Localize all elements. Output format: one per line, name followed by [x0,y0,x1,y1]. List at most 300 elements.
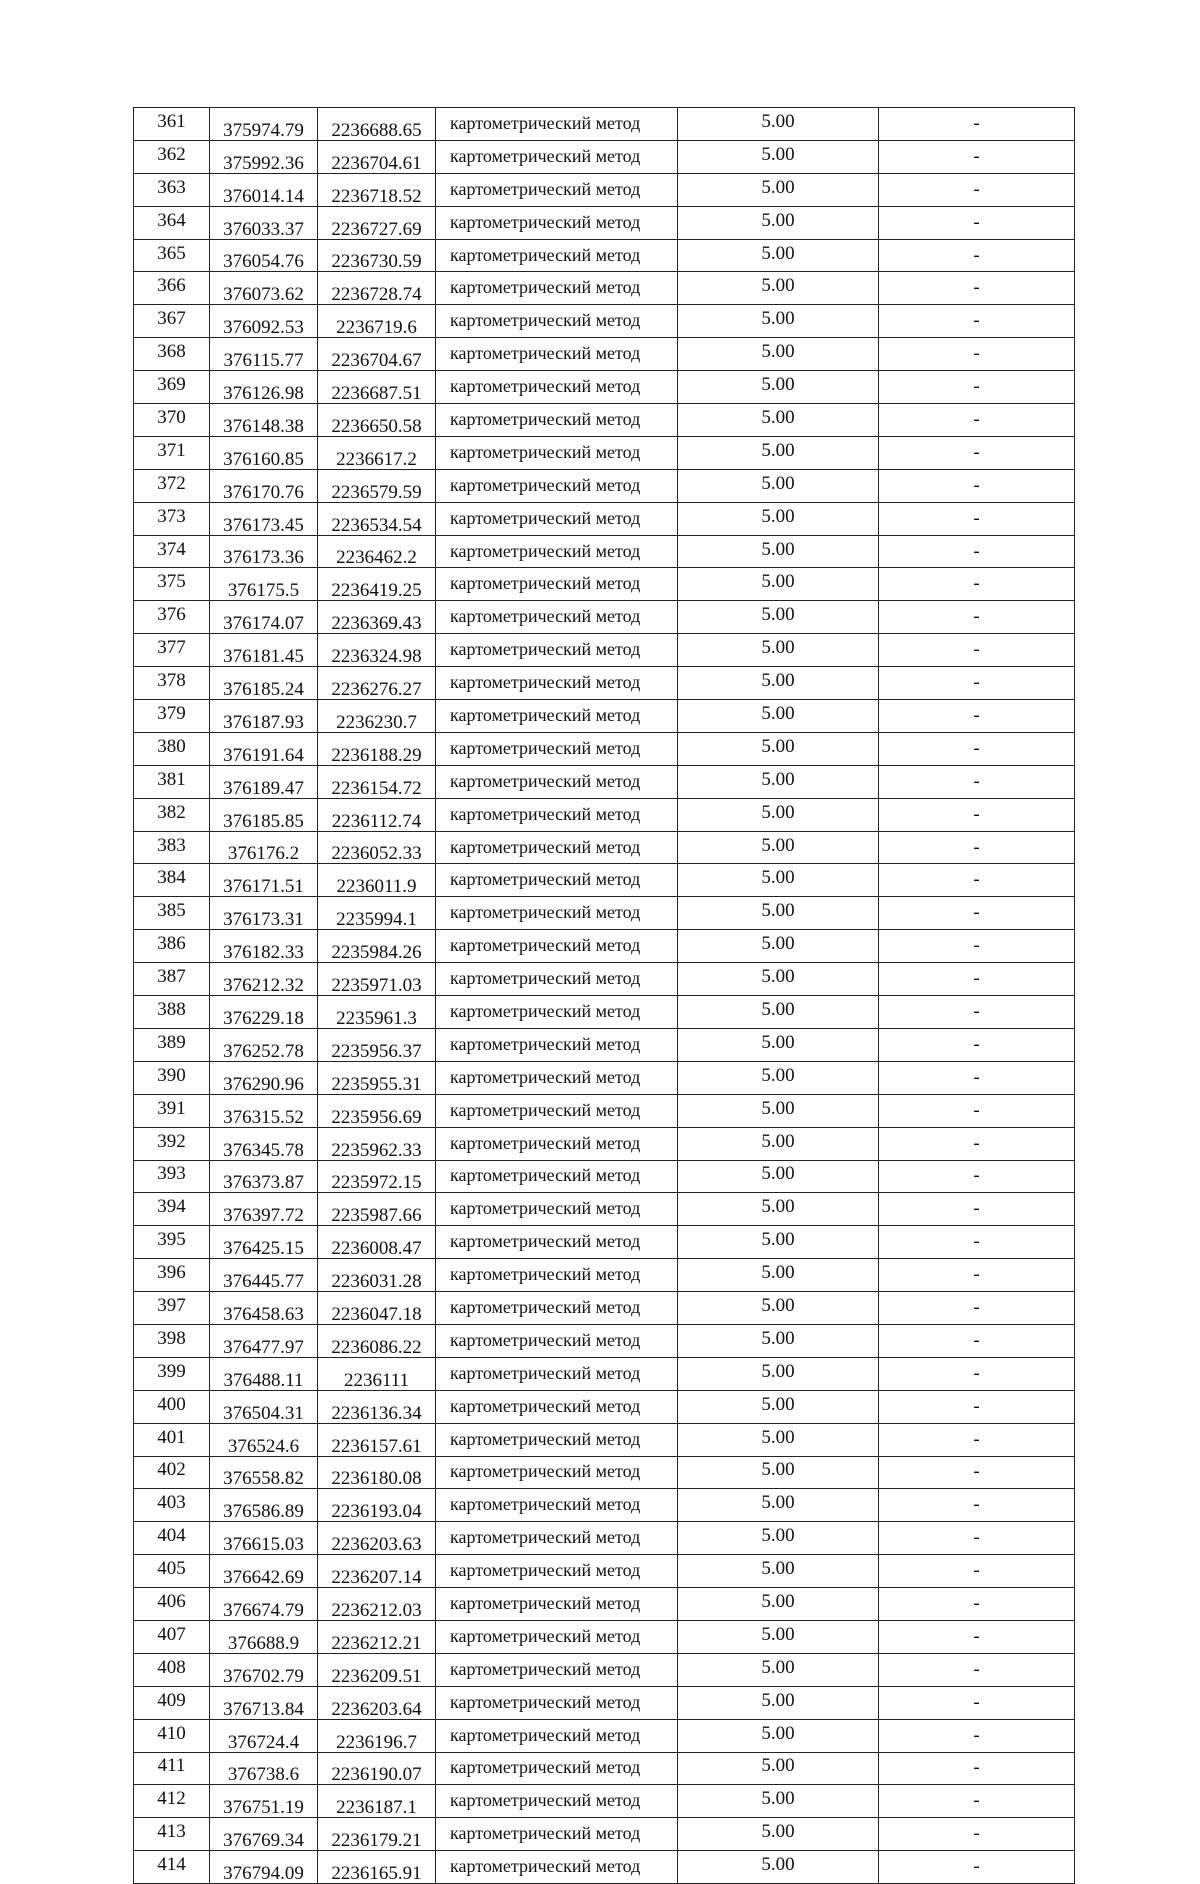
x-coordinate-cell: 376425.15 [210,1226,318,1259]
accuracy-cell: 5.00 [678,568,879,601]
table-row [134,568,1075,601]
description-cell: - [879,634,1075,667]
table-row [134,1423,1075,1456]
method-cell: картометрический метод [436,667,678,700]
accuracy-cell: 5.00 [678,667,879,700]
accuracy-cell: 5.00 [678,1094,879,1127]
accuracy-cell: 5.00 [678,1390,879,1423]
description-cell: - [879,732,1075,765]
point-number-cell: 399 [134,1357,210,1390]
table-row [134,1818,1075,1851]
description-cell: - [879,1094,1075,1127]
method-cell: картометрический метод [436,469,678,502]
point-number-cell: 375 [134,568,210,601]
method-cell: картометрический метод [436,1620,678,1653]
point-number-cell: 396 [134,1259,210,1292]
table-row [134,1259,1075,1292]
point-number-cell: 365 [134,239,210,272]
accuracy-cell: 5.00 [678,601,879,634]
x-coordinate-cell: 376345.78 [210,1127,318,1160]
accuracy-cell: 5.00 [678,436,879,469]
x-coordinate-cell: 376073.62 [210,272,318,305]
point-number-cell: 363 [134,173,210,206]
table-row [134,1719,1075,1752]
table-row [134,1094,1075,1127]
accuracy-cell: 5.00 [678,1028,879,1061]
accuracy-cell: 5.00 [678,371,879,404]
y-coordinate-cell: 2236209.51 [318,1653,436,1686]
y-coordinate-cell: 2236193.04 [318,1489,436,1522]
point-number-cell: 402 [134,1456,210,1489]
method-cell: картометрический метод [436,1094,678,1127]
point-number-cell: 413 [134,1818,210,1851]
description-cell: - [879,535,1075,568]
method-cell: картометрический метод [436,1357,678,1390]
x-coordinate-cell: 376185.85 [210,798,318,831]
method-cell: картометрический метод [436,1851,678,1884]
x-coordinate-cell: 376252.78 [210,1028,318,1061]
description-cell: - [879,338,1075,371]
y-coordinate-cell: 2236165.91 [318,1851,436,1884]
point-number-cell: 394 [134,1193,210,1226]
y-coordinate-cell: 2236086.22 [318,1324,436,1357]
y-coordinate-cell: 2236324.98 [318,634,436,667]
y-coordinate-cell: 2236011.9 [318,864,436,897]
table-row [134,502,1075,535]
y-coordinate-cell: 2236579.59 [318,469,436,502]
point-number-cell: 406 [134,1588,210,1621]
accuracy-cell: 5.00 [678,996,879,1029]
x-coordinate-cell: 376751.19 [210,1785,318,1818]
accuracy-cell: 5.00 [678,1292,879,1325]
point-number-cell: 376 [134,601,210,634]
method-cell: картометрический метод [436,1324,678,1357]
method-cell: картометрический метод [436,173,678,206]
point-number-cell: 411 [134,1752,210,1785]
point-number-cell: 370 [134,404,210,437]
x-coordinate-cell: 376212.32 [210,963,318,996]
method-cell: картометрический метод [436,1719,678,1752]
y-coordinate-cell: 2236112.74 [318,798,436,831]
table-row [134,1851,1075,1884]
table-row [134,1028,1075,1061]
table-row [134,798,1075,831]
method-cell: картометрический метод [436,1061,678,1094]
method-cell: картометрический метод [436,930,678,963]
y-coordinate-cell: 2236111 [318,1357,436,1390]
description-cell: - [879,864,1075,897]
description-cell: - [879,371,1075,404]
y-coordinate-cell: 2236031.28 [318,1259,436,1292]
description-cell: - [879,1653,1075,1686]
accuracy-cell: 5.00 [678,502,879,535]
method-cell: картометрический метод [436,568,678,601]
accuracy-cell: 5.00 [678,1785,879,1818]
description-cell: - [879,502,1075,535]
accuracy-cell: 5.00 [678,1423,879,1456]
accuracy-cell: 5.00 [678,305,879,338]
method-cell: картометрический метод [436,1423,678,1456]
description-cell: - [879,601,1075,634]
table-row [134,765,1075,798]
accuracy-cell: 5.00 [678,732,879,765]
accuracy-cell: 5.00 [678,1160,879,1193]
x-coordinate-cell: 376174.07 [210,601,318,634]
y-coordinate-cell: 2236047.18 [318,1292,436,1325]
point-number-cell: 381 [134,765,210,798]
x-coordinate-cell: 376126.98 [210,371,318,404]
x-coordinate-cell: 376170.76 [210,469,318,502]
x-coordinate-cell: 376189.47 [210,765,318,798]
table-row [134,601,1075,634]
y-coordinate-cell: 2236188.29 [318,732,436,765]
description-cell: - [879,1522,1075,1555]
method-cell: картометрический метод [436,1555,678,1588]
method-cell: картометрический метод [436,634,678,667]
table-row [134,1752,1075,1785]
method-cell: картометрический метод [436,305,678,338]
point-number-cell: 400 [134,1390,210,1423]
point-number-cell: 401 [134,1423,210,1456]
accuracy-cell: 5.00 [678,963,879,996]
y-coordinate-cell: 2236730.59 [318,239,436,272]
x-coordinate-cell: 376558.82 [210,1456,318,1489]
table-row [134,1061,1075,1094]
x-coordinate-cell: 376524.6 [210,1423,318,1456]
table-row [134,1193,1075,1226]
method-cell: картометрический метод [436,1818,678,1851]
accuracy-cell: 5.00 [678,930,879,963]
description-cell: - [879,963,1075,996]
point-number-cell: 374 [134,535,210,568]
x-coordinate-cell: 376315.52 [210,1094,318,1127]
description-cell: - [879,272,1075,305]
x-coordinate-cell: 376397.72 [210,1193,318,1226]
point-number-cell: 371 [134,436,210,469]
point-number-cell: 404 [134,1522,210,1555]
accuracy-cell: 5.00 [678,1357,879,1390]
table-row [134,1456,1075,1489]
description-cell: - [879,1324,1075,1357]
table-row [134,272,1075,305]
table-row [134,338,1075,371]
description-cell: - [879,1292,1075,1325]
method-cell: картометрический метод [436,1456,678,1489]
description-cell: - [879,1390,1075,1423]
method-cell: картометрический метод [436,1752,678,1785]
x-coordinate-cell: 376688.9 [210,1620,318,1653]
description-cell: - [879,404,1075,437]
y-coordinate-cell: 2236212.03 [318,1588,436,1621]
description-cell: - [879,1851,1075,1884]
description-cell: - [879,831,1075,864]
table-row [134,140,1075,173]
description-cell: - [879,667,1075,700]
method-cell: картометрический метод [436,371,678,404]
point-number-cell: 393 [134,1160,210,1193]
y-coordinate-cell: 2235987.66 [318,1193,436,1226]
x-coordinate-cell: 376187.93 [210,700,318,733]
x-coordinate-cell: 376176.2 [210,831,318,864]
description-cell: - [879,469,1075,502]
table-row [134,108,1075,141]
y-coordinate-cell: 2236728.74 [318,272,436,305]
table-row [134,667,1075,700]
table-row [134,1653,1075,1686]
y-coordinate-cell: 2235972.15 [318,1160,436,1193]
description-cell: - [879,930,1075,963]
description-cell: - [879,140,1075,173]
accuracy-cell: 5.00 [678,1522,879,1555]
accuracy-cell: 5.00 [678,1851,879,1884]
y-coordinate-cell: 2235994.1 [318,897,436,930]
x-coordinate-cell: 376229.18 [210,996,318,1029]
table-row [134,535,1075,568]
accuracy-cell: 5.00 [678,272,879,305]
accuracy-cell: 5.00 [678,1226,879,1259]
method-cell: картометрический метод [436,798,678,831]
x-coordinate-cell: 376445.77 [210,1259,318,1292]
point-number-cell: 385 [134,897,210,930]
y-coordinate-cell: 2235956.69 [318,1094,436,1127]
point-number-cell: 386 [134,930,210,963]
x-coordinate-cell: 376148.38 [210,404,318,437]
accuracy-cell: 5.00 [678,1489,879,1522]
y-coordinate-cell: 2236212.21 [318,1620,436,1653]
accuracy-cell: 5.00 [678,1653,879,1686]
description-cell: - [879,1752,1075,1785]
description-cell: - [879,1686,1075,1719]
method-cell: картометрический метод [436,601,678,634]
y-coordinate-cell: 2236704.67 [318,338,436,371]
y-coordinate-cell: 2236157.61 [318,1423,436,1456]
y-coordinate-cell: 2236203.64 [318,1686,436,1719]
x-coordinate-cell: 376724.4 [210,1719,318,1752]
y-coordinate-cell: 2236688.65 [318,108,436,141]
point-number-cell: 410 [134,1719,210,1752]
accuracy-cell: 5.00 [678,1620,879,1653]
method-cell: картометрический метод [436,1686,678,1719]
table-row [134,1489,1075,1522]
y-coordinate-cell: 2236052.33 [318,831,436,864]
x-coordinate-cell: 376115.77 [210,338,318,371]
x-coordinate-cell: 376738.6 [210,1752,318,1785]
accuracy-cell: 5.00 [678,1686,879,1719]
method-cell: картометрический метод [436,502,678,535]
x-coordinate-cell: 375992.36 [210,140,318,173]
point-number-cell: 366 [134,272,210,305]
point-number-cell: 392 [134,1127,210,1160]
y-coordinate-cell: 2236727.69 [318,206,436,239]
point-number-cell: 405 [134,1555,210,1588]
table-row [134,436,1075,469]
accuracy-cell: 5.00 [678,206,879,239]
table-row [134,1390,1075,1423]
x-coordinate-cell: 376185.24 [210,667,318,700]
accuracy-cell: 5.00 [678,404,879,437]
y-coordinate-cell: 2236190.07 [318,1752,436,1785]
description-cell: - [879,1127,1075,1160]
point-number-cell: 398 [134,1324,210,1357]
point-number-cell: 389 [134,1028,210,1061]
description-cell: - [879,1785,1075,1818]
description-cell: - [879,1588,1075,1621]
x-coordinate-cell: 376092.53 [210,305,318,338]
y-coordinate-cell: 2235955.31 [318,1061,436,1094]
description-cell: - [879,1028,1075,1061]
point-number-cell: 391 [134,1094,210,1127]
accuracy-cell: 5.00 [678,239,879,272]
description-cell: - [879,108,1075,141]
y-coordinate-cell: 2236203.63 [318,1522,436,1555]
method-cell: картометрический метод [436,272,678,305]
method-cell: картометрический метод [436,140,678,173]
y-coordinate-cell: 2236154.72 [318,765,436,798]
accuracy-cell: 5.00 [678,1719,879,1752]
table-row [134,996,1075,1029]
method-cell: картометрический метод [436,1028,678,1061]
table-row [134,831,1075,864]
method-cell: картометрический метод [436,1785,678,1818]
accuracy-cell: 5.00 [678,173,879,206]
table-row [134,1292,1075,1325]
coordinates-table-body [134,108,1075,1884]
accuracy-cell: 5.00 [678,1061,879,1094]
table-row [134,732,1075,765]
table-row [134,930,1075,963]
description-cell: - [879,897,1075,930]
y-coordinate-cell: 2236136.34 [318,1390,436,1423]
x-coordinate-cell: 376642.69 [210,1555,318,1588]
x-coordinate-cell: 376160.85 [210,436,318,469]
point-number-cell: 403 [134,1489,210,1522]
x-coordinate-cell: 376373.87 [210,1160,318,1193]
table-row [134,1357,1075,1390]
accuracy-cell: 5.00 [678,108,879,141]
method-cell: картометрический метод [436,1259,678,1292]
x-coordinate-cell: 376191.64 [210,732,318,765]
accuracy-cell: 5.00 [678,1456,879,1489]
method-cell: картометрический метод [436,1127,678,1160]
description-cell: - [879,1259,1075,1292]
table-row [134,371,1075,404]
description-cell: - [879,1456,1075,1489]
point-number-cell: 362 [134,140,210,173]
x-coordinate-cell: 376173.31 [210,897,318,930]
description-cell: - [879,1357,1075,1390]
accuracy-cell: 5.00 [678,1259,879,1292]
accuracy-cell: 5.00 [678,831,879,864]
y-coordinate-cell: 2236419.25 [318,568,436,601]
coordinates-table [133,107,1075,1884]
description-cell: - [879,1423,1075,1456]
table-row [134,469,1075,502]
point-number-cell: 397 [134,1292,210,1325]
table-row [134,1686,1075,1719]
x-coordinate-cell: 376171.51 [210,864,318,897]
point-number-cell: 395 [134,1226,210,1259]
x-coordinate-cell: 376181.45 [210,634,318,667]
point-number-cell: 407 [134,1620,210,1653]
y-coordinate-cell: 2236718.52 [318,173,436,206]
description-cell: - [879,1719,1075,1752]
y-coordinate-cell: 2236617.2 [318,436,436,469]
point-number-cell: 380 [134,732,210,765]
y-coordinate-cell: 2236196.7 [318,1719,436,1752]
point-number-cell: 364 [134,206,210,239]
y-coordinate-cell: 2236687.51 [318,371,436,404]
accuracy-cell: 5.00 [678,1752,879,1785]
description-cell: - [879,765,1075,798]
table-row [134,1588,1075,1621]
x-coordinate-cell: 376477.97 [210,1324,318,1357]
y-coordinate-cell: 2236179.21 [318,1818,436,1851]
y-coordinate-cell: 2236650.58 [318,404,436,437]
accuracy-cell: 5.00 [678,1555,879,1588]
point-number-cell: 361 [134,108,210,141]
description-cell: - [879,1555,1075,1588]
method-cell: картометрический метод [436,700,678,733]
point-number-cell: 368 [134,338,210,371]
description-cell: - [879,305,1075,338]
y-coordinate-cell: 2236704.61 [318,140,436,173]
y-coordinate-cell: 2236008.47 [318,1226,436,1259]
accuracy-cell: 5.00 [678,1324,879,1357]
method-cell: картометрический метод [436,1292,678,1325]
method-cell: картометрический метод [436,436,678,469]
point-number-cell: 373 [134,502,210,535]
description-cell: - [879,996,1075,1029]
x-coordinate-cell: 375974.79 [210,108,318,141]
table-row [134,173,1075,206]
description-cell: - [879,798,1075,831]
y-coordinate-cell: 2236180.08 [318,1456,436,1489]
x-coordinate-cell: 376794.09 [210,1851,318,1884]
y-coordinate-cell: 2235956.37 [318,1028,436,1061]
method-cell: картометрический метод [436,1653,678,1686]
method-cell: картометрический метод [436,1489,678,1522]
method-cell: картометрический метод [436,963,678,996]
method-cell: картометрический метод [436,1390,678,1423]
description-cell: - [879,1160,1075,1193]
x-coordinate-cell: 376674.79 [210,1588,318,1621]
point-number-cell: 408 [134,1653,210,1686]
point-number-cell: 409 [134,1686,210,1719]
point-number-cell: 414 [134,1851,210,1884]
method-cell: картометрический метод [436,108,678,141]
accuracy-cell: 5.00 [678,765,879,798]
accuracy-cell: 5.00 [678,1818,879,1851]
y-coordinate-cell: 2236187.1 [318,1785,436,1818]
description-cell: - [879,1620,1075,1653]
y-coordinate-cell: 2236719.6 [318,305,436,338]
point-number-cell: 388 [134,996,210,1029]
description-cell: - [879,206,1075,239]
accuracy-cell: 5.00 [678,140,879,173]
y-coordinate-cell: 2236534.54 [318,502,436,535]
point-number-cell: 377 [134,634,210,667]
method-cell: картометрический метод [436,239,678,272]
x-coordinate-cell: 376769.34 [210,1818,318,1851]
x-coordinate-cell: 376504.31 [210,1390,318,1423]
accuracy-cell: 5.00 [678,1588,879,1621]
point-number-cell: 372 [134,469,210,502]
x-coordinate-cell: 376615.03 [210,1522,318,1555]
y-coordinate-cell: 2236462.2 [318,535,436,568]
table-row [134,305,1075,338]
accuracy-cell: 5.00 [678,897,879,930]
accuracy-cell: 5.00 [678,700,879,733]
